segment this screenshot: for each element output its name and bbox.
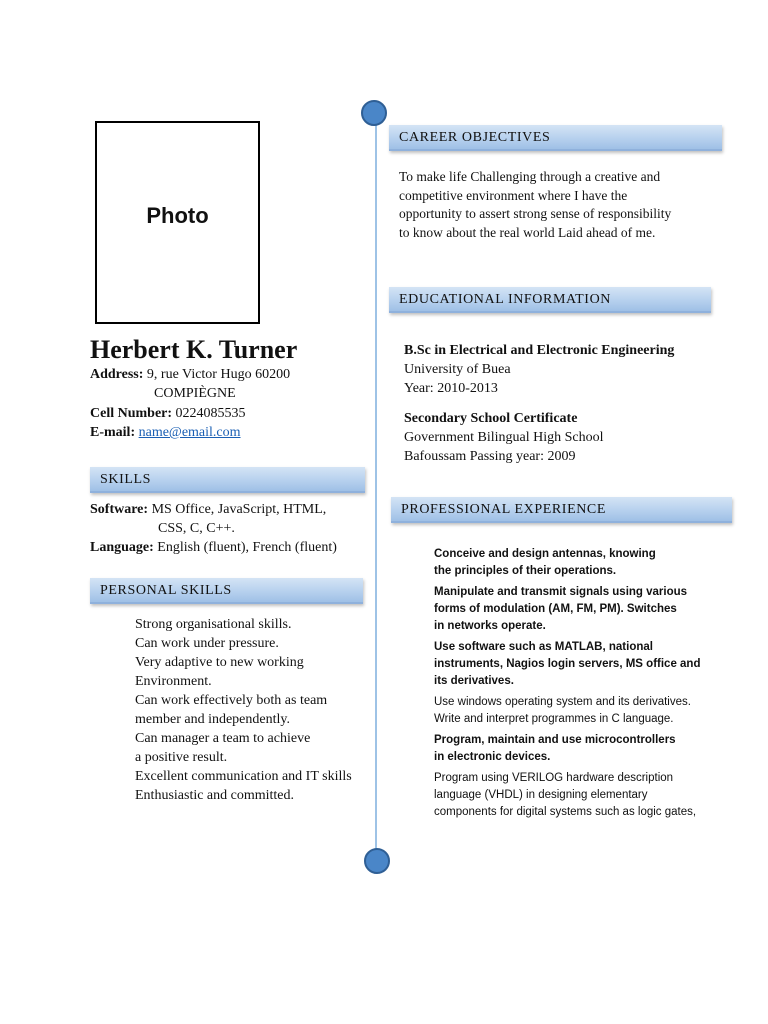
email-link[interactable]: name@email.com <box>138 425 241 440</box>
list-item: Use software such as MATLAB, national <box>434 641 653 653</box>
timeline-top-dot <box>361 100 387 126</box>
list-item: Environment. <box>135 674 212 689</box>
list-item: its derivatives. <box>434 675 514 687</box>
list-item: Use windows operating system and its derivatives. <box>434 696 691 708</box>
list-item: forms of modulation (AM, FM, PM). Switches <box>434 603 677 615</box>
cell-label: Cell Number: <box>90 406 173 421</box>
cell-value: 0224085535 <box>175 406 246 421</box>
list-item: member and independently. <box>135 712 290 727</box>
degree-title: Secondary School Certificate <box>404 411 578 426</box>
career-objectives-header: CAREER OBJECTIVES <box>389 125 722 151</box>
education-entry-1 <box>404 341 674 398</box>
text-line: opportunity to assert strong sense of responsibility <box>399 206 672 221</box>
software-line <box>90 500 326 519</box>
list-item: Can work under pressure. <box>135 636 279 651</box>
text-line: competitive environment where I have the <box>399 187 628 203</box>
text-line: To make life Challenging through a creative and <box>399 169 661 184</box>
address-label: Address: <box>90 367 144 382</box>
list-item: Can manager a team to achieve <box>135 731 311 746</box>
list-item: instruments, Nagios login servers, MS office and <box>434 658 701 670</box>
career-objectives-text <box>399 168 709 242</box>
school-year: Bafoussam Passing year: 2009 <box>404 449 576 464</box>
list-item: Excellent communication and IT skills <box>135 769 352 784</box>
address-line <box>90 365 290 384</box>
personal-skills-list <box>135 615 352 805</box>
education-header: EDUCATIONAL INFORMATION <box>389 287 711 313</box>
language-value: English (fluent), French (fluent) <box>157 540 337 555</box>
software-value-cont: CSS, C, C++. <box>158 521 235 536</box>
list-item: in electronic devices. <box>434 751 551 763</box>
list-item: Enthusiastic and committed. <box>135 788 295 803</box>
address-value: 9, rue Victor Hugo 60200 <box>146 367 291 382</box>
list-item: Conceive and design antennas, knowing <box>434 548 656 560</box>
list-item: language (VHDL) in designing elementary <box>434 789 648 801</box>
timeline-line <box>375 114 377 860</box>
experience-list <box>434 546 734 821</box>
list-item: a positive result. <box>135 750 228 765</box>
experience-header: PROFESSIONAL EXPERIENCE <box>391 497 732 523</box>
language-line <box>90 538 337 557</box>
cell-number-line <box>90 404 246 423</box>
timeline-bottom-dot <box>364 848 390 874</box>
personal-skills-header: PERSONAL SKILLS <box>90 578 363 604</box>
photo-placeholder <box>95 121 260 324</box>
school-name: University of Buea <box>404 362 511 377</box>
photo-label: Photo <box>146 203 209 228</box>
school-name: Government Bilingual High School <box>404 430 604 445</box>
list-item: Program using VERILOG hardware description <box>434 772 674 784</box>
address-city: COMPIÈGNE <box>154 386 236 401</box>
language-label: Language: <box>90 540 154 555</box>
software-label: Software: <box>90 502 149 517</box>
list-item: components for digital systems such as logic gates, <box>434 806 697 818</box>
list-item: Can work effectively both as team <box>135 693 328 708</box>
email-line <box>90 423 241 442</box>
list-item: the principles of their operations. <box>434 565 617 577</box>
degree-title: B.Sc in Electrical and Electronic Engineering <box>404 343 675 358</box>
skills-header: SKILLS <box>90 467 365 493</box>
school-year: Year: 2010-2013 <box>404 381 498 396</box>
candidate-name: Herbert K. Turner <box>90 335 298 364</box>
text-line: to know about the real world Laid ahead of me. <box>399 224 656 240</box>
list-item: Manipulate and transmit signals using various <box>434 586 688 598</box>
list-item: Very adaptive to new working <box>135 655 304 670</box>
list-item: Strong organisational skills. <box>135 617 292 632</box>
education-entry-2 <box>404 409 603 466</box>
email-label: E-mail: <box>90 425 136 440</box>
list-item: in networks operate. <box>434 620 546 632</box>
software-value: MS Office, JavaScript, HTML, <box>151 502 327 517</box>
list-item: Program, maintain and use microcontrollers <box>434 734 676 746</box>
list-item: Write and interpret programmes in C language. <box>434 713 674 725</box>
